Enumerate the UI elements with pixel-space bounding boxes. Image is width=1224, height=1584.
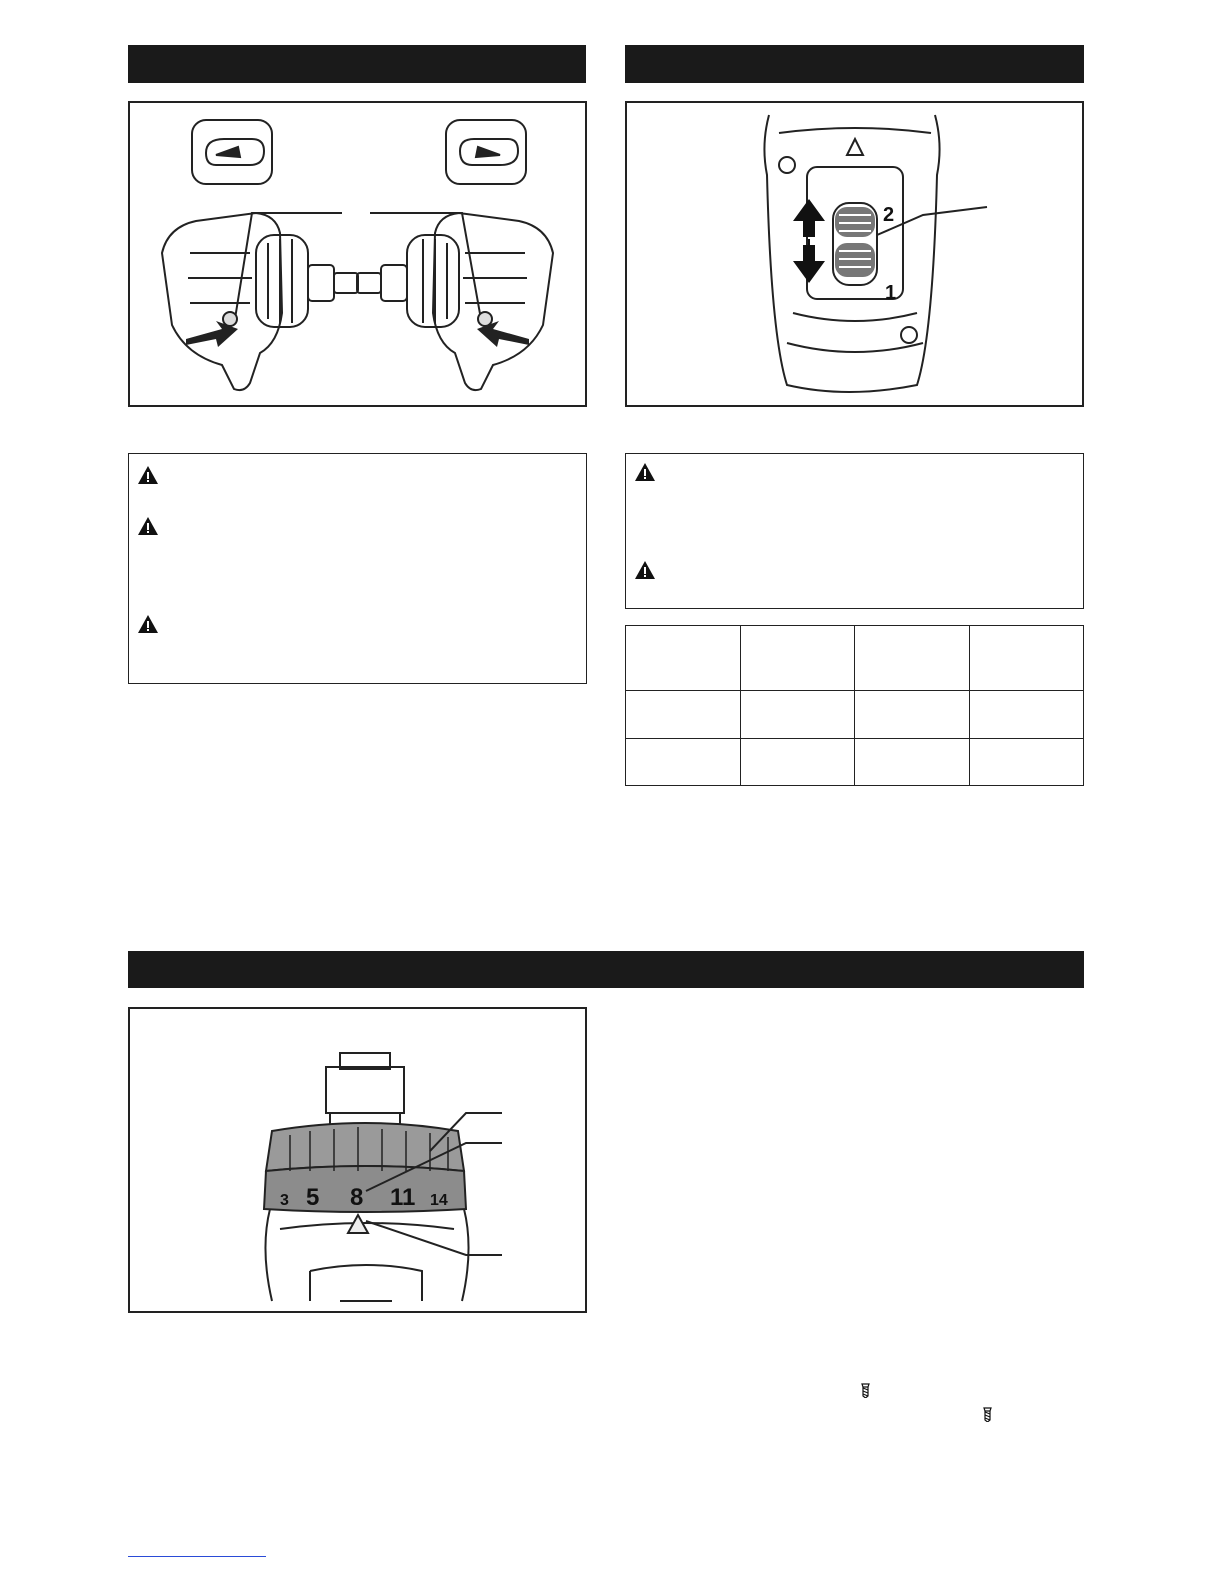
screw-icon [983,1407,992,1422]
speed-table [625,625,1084,786]
table-cell [969,691,1084,739]
table-cell [969,626,1084,691]
table-cell [740,691,855,739]
torque-scale-14: 14 [430,1192,448,1209]
speed-position-low: 1 [885,282,897,304]
warning-icon [634,560,656,580]
table-cell [626,626,741,691]
section-header-bottom [128,951,1084,988]
warning-icon [137,614,159,634]
speed-position-high: 2 [883,204,895,226]
table-cell [740,626,855,691]
table-cell [855,739,970,786]
table-cell [626,739,741,786]
torque-scale-11: 11 [390,1184,416,1211]
section-header-right [625,45,1084,83]
caution-box-right [625,453,1084,609]
torque-ring-illustration [130,1009,585,1311]
screw-icon [861,1383,870,1398]
warning-icon [137,516,159,536]
table-cell [855,626,970,691]
speed-change-illustration [627,103,1082,405]
caution-box-left [128,453,587,684]
section-header-left [128,45,586,83]
warning-icon [137,465,159,485]
table-cell [626,691,741,739]
reversing-switch-figure [128,101,587,407]
torque-ring-figure [128,1007,587,1313]
reversing-switch-illustration [130,103,585,405]
torque-scale-5: 5 [306,1184,320,1211]
torque-scale-3: 3 [280,1192,289,1209]
table-cell [969,739,1084,786]
speed-change-figure [625,101,1084,407]
table-cell [740,739,855,786]
warning-icon [634,462,656,482]
footer-link-underline [128,1556,266,1557]
torque-scale-8: 8 [350,1184,364,1211]
table-cell [855,691,970,739]
